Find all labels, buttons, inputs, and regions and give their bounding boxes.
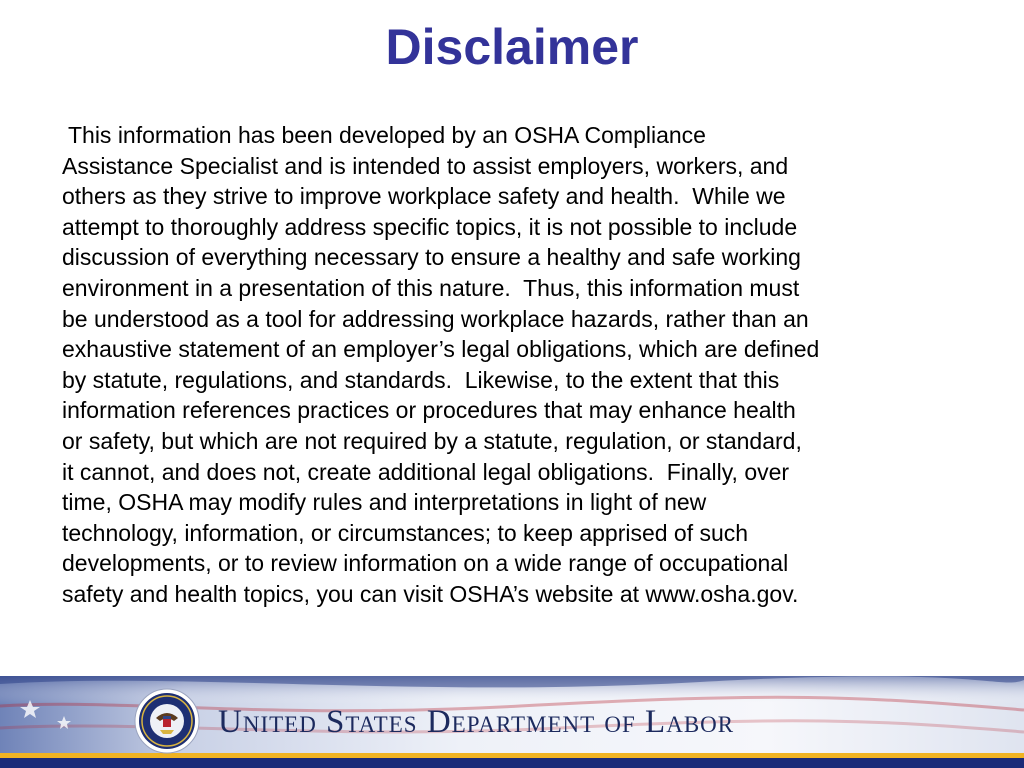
body-line: environment in a presentation of this nature. Thus, this information must [62,274,800,301]
body-line: discussion of everything necessary to ensure a healthy and safe working [62,244,801,271]
body-line: technology, information, or circumstances; to keep apprised of such [62,519,749,546]
body-line: it cannot, and does not, create additional legal obligations. Finally, over [62,458,790,485]
body-line: or safety, but which are not required by a statute, regulation, or standard, [62,427,802,454]
body-line: be understood as a tool for addressing workplace hazards, rather than an [62,305,809,332]
disclaimer-body [62,120,1002,610]
body-line: Assistance Specialist and is intended to assist employers, workers, and [62,152,789,179]
department-name: United States Department of Labor [218,704,735,740]
body-line: by statute, regulations, and standards. Likewise, to the extent that this [62,366,780,393]
body-line: information references practices or procedures that may enhance health [62,397,796,424]
footer-banner [0,676,1024,768]
body-line: attempt to thoroughly address specific topics, it is not possible to include [62,213,798,240]
body-line: exhaustive statement of an employer’s legal obligations, which are defined [62,336,820,363]
body-line: time, OSHA may modify rules and interpretations in light of new [62,489,707,516]
department-seal-icon [134,688,200,754]
body-line: developments, or to review information on a wide range of occupational [62,550,789,577]
body-line: safety and health topics, you can visit OSHA’s website at www.osha.gov. [62,580,799,607]
body-line: This information has been developed by an OSHA Compliance [62,122,706,148]
body-line: others as they strive to improve workplace safety and health. While we [62,183,786,210]
slide-title: Disclaimer [385,19,639,75]
